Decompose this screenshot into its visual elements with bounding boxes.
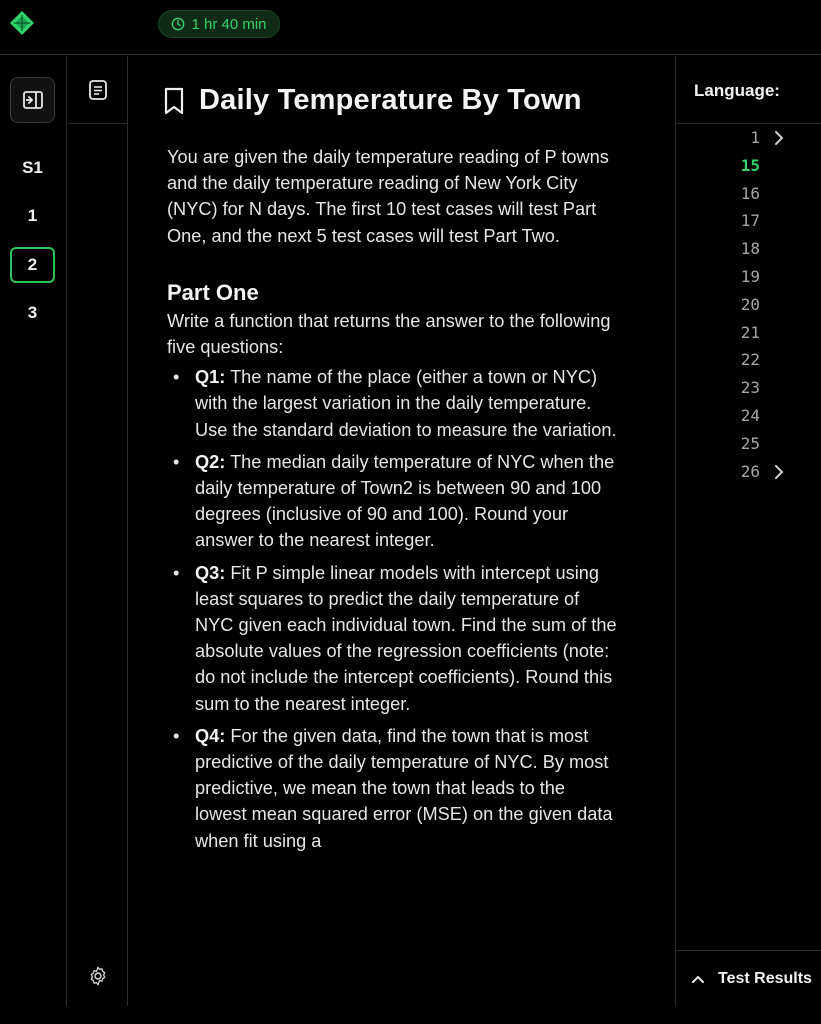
line-number: 17 xyxy=(740,211,760,231)
line-number: 20 xyxy=(740,294,760,314)
line-number: 18 xyxy=(740,239,760,259)
question-text: The median daily temperature of NYC when the daily temperature of Town2 is between 90 and 100 degrees (inclusive of 90 and 100). Round your answer to the nearest integer. xyxy=(195,451,615,551)
list-item xyxy=(167,364,617,443)
nav-item-3[interactable]: 3 xyxy=(27,303,38,322)
line-number: 22 xyxy=(740,350,760,370)
section-heading: Part One xyxy=(167,279,259,305)
list-item xyxy=(167,560,617,717)
nav-item-1[interactable]: 1 xyxy=(27,206,38,225)
question-nav-rail xyxy=(0,56,67,1006)
clock-icon xyxy=(171,17,185,31)
line-number: 1 xyxy=(676,126,821,154)
logo-icon[interactable] xyxy=(10,11,34,35)
line-number: 16 xyxy=(740,183,760,203)
problem-intro: You are given the daily temperature reading of P towns and the daily temperature reading of New York City (NYC) for N days. The first 10 test cases will test Part One, and the next 5 test cases will test Part Two. xyxy=(167,147,609,246)
code-editor-pane xyxy=(675,56,821,1006)
page-title: Daily Temperature By Town xyxy=(199,84,582,116)
bookmark-icon[interactable] xyxy=(163,87,185,115)
line-number: 21 xyxy=(740,322,760,342)
line-number: 25 xyxy=(740,433,760,453)
secondary-rail xyxy=(68,56,128,1006)
problem-description-panel xyxy=(129,56,674,1006)
sidebar-collapse-button[interactable] xyxy=(10,77,55,123)
section-intro: Write a function that returns the answer to the following five questions: xyxy=(167,310,611,358)
line-number: 26 xyxy=(676,460,821,488)
question-label: Q3: xyxy=(195,562,226,583)
sidebar-collapse-icon xyxy=(22,89,44,111)
timer-text: 1 hr 40 min xyxy=(191,15,267,33)
test-results-toggle[interactable] xyxy=(676,950,821,1006)
problem-content xyxy=(167,144,617,860)
list-item xyxy=(167,723,617,854)
question-text: The name of the place (either a town or NYC) with the largest variation in the daily temperature. Use the standard deviation to measure the variation. xyxy=(195,367,617,440)
gear-icon[interactable] xyxy=(87,965,109,987)
language-label[interactable]: Language: xyxy=(676,56,821,124)
nav-item-s1[interactable]: S1 xyxy=(22,158,43,177)
question-label: Q2: xyxy=(195,451,226,472)
title-row xyxy=(163,84,582,117)
bottom-strip xyxy=(0,1006,821,1024)
timer-badge[interactable] xyxy=(158,10,280,38)
line-number: 19 xyxy=(740,266,760,286)
test-results-label: Test Results xyxy=(718,969,812,987)
question-text: Fit P simple linear models with intercept using least squares to predict the daily temperature of NYC given each individual town. Find the sum of the absolute values of the regression coefficients (note: do not include the intercept coefficients). Round this sum to the nearest integer. xyxy=(195,562,617,714)
list-item xyxy=(167,449,617,554)
line-number: 23 xyxy=(740,378,760,398)
question-list xyxy=(167,364,617,854)
description-tab[interactable] xyxy=(68,56,128,124)
line-gutter[interactable] xyxy=(676,126,821,487)
chevron-right-icon[interactable] xyxy=(773,130,785,146)
question-label: Q4: xyxy=(195,725,226,746)
top-bar xyxy=(0,0,821,55)
chevron-up-icon xyxy=(692,974,704,984)
question-text: For the given data, find the town that is most predictive of the daily temperature of NYC. By most predictive, we mean the town that leads to the lowest mean squared error (MSE) on the given data when fit using a xyxy=(195,725,613,851)
line-number: 15 xyxy=(740,155,760,175)
question-label: Q1: xyxy=(195,367,226,388)
chevron-right-icon[interactable] xyxy=(773,464,785,480)
nav-item-2[interactable]: 2 xyxy=(10,247,55,283)
document-icon xyxy=(87,79,109,101)
line-number: 24 xyxy=(740,405,760,425)
